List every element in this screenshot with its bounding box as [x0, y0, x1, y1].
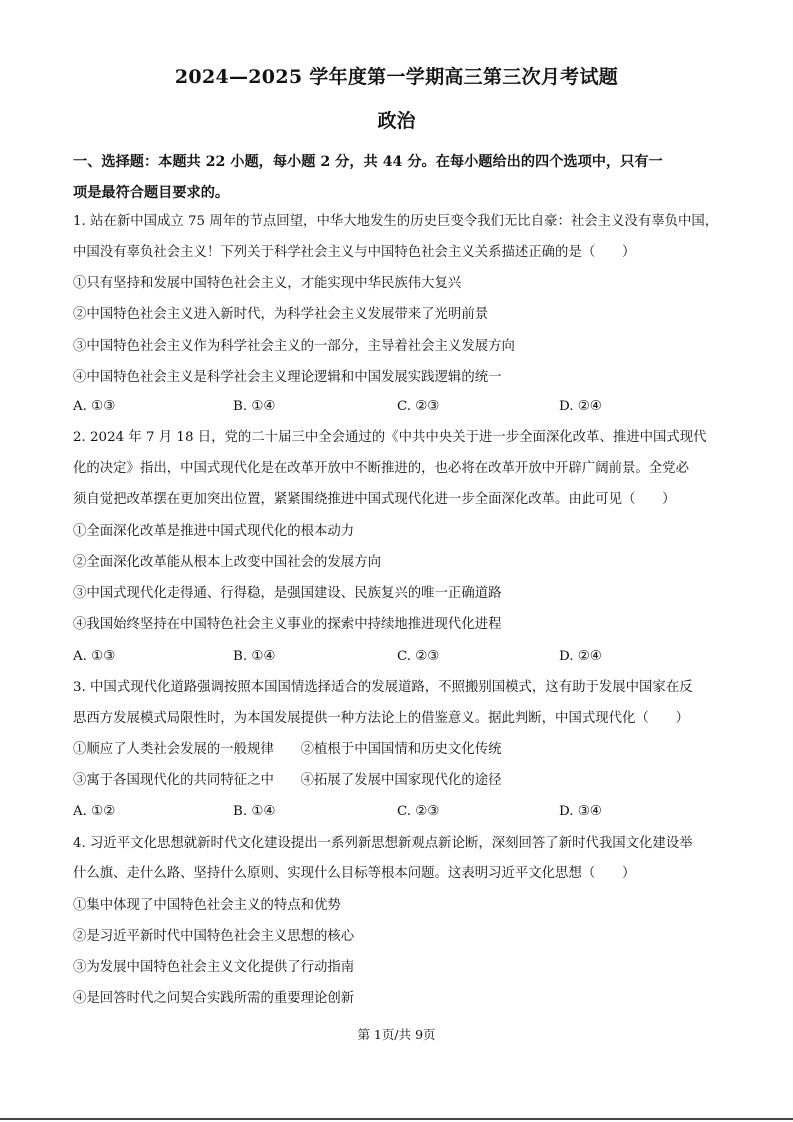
question-statement: ④是回答时代之问契合实践所需的重要理论创新	[73, 991, 355, 1006]
question-statement: ③为发展中国特色社会主义文化提供了行动指南	[73, 960, 355, 975]
question-stem: 2. 2024 年 7 月 18 日，党的二十届三中全会通过的《中共中央关于进一步全面深化改革、推进中国式现代	[73, 430, 707, 445]
answer-option: C. ②③	[397, 649, 440, 664]
question-statement: ①全面深化改革是推进中国式现代化的根本动力	[73, 524, 355, 539]
question-statement: ②是习近平新时代中国特色社会主义思想的核心	[73, 929, 355, 944]
answer-option: D. ②④	[559, 399, 602, 414]
answer-option: A. ①②	[73, 804, 116, 819]
question-stem: 须自觉把改革摆在更加突出位置，紧紧围绕推进中国式现代化进一步全面深化改革。由此可见（ ）	[73, 492, 676, 507]
question-statement: ④中国特色社会主义是科学社会主义理论逻辑和中国发展实践逻辑的统一	[73, 370, 502, 385]
question-statement: ①集中体现了中国特色社会主义的特点和优势	[73, 898, 341, 913]
answer-option: D. ③④	[559, 804, 602, 819]
answer-option: A. ①③	[73, 399, 116, 414]
answer-option: D. ②④	[559, 649, 602, 664]
answer-option: C. ②③	[397, 804, 440, 819]
question-statement: ①只有坚持和发展中国特色社会主义，才能实现中华民族伟大复兴	[73, 276, 462, 291]
question-stem: 思西方发展模式局限性时，为本国发展提供一种方法论上的借鉴意义。据此判断，中国式现代化（ ）	[73, 711, 689, 726]
answer-option: B. ①④	[233, 804, 276, 819]
section-instructions: 一、选择题：本题共 22 小题，每小题 2 分，共 44 分。在每小题给出的四个选项中，只有一	[73, 154, 663, 170]
answer-option: C. ②③	[397, 399, 440, 414]
question-stem: 4. 习近平文化思想就新时代文化建设提出一系列新思想新观点新论断，深刻回答了新时代我国文化建设举	[73, 836, 693, 851]
exam-title: 2024—2025 学年度第一学期高三第三次月考试题	[174, 66, 619, 88]
question-statement: ③中国式现代化走得通、行得稳，是强国建设、民族复兴的唯一正确道路	[73, 586, 502, 601]
question-statement: ②全面深化改革能从根本上改变中国社会的发展方向	[73, 555, 381, 570]
question-statement: ②中国特色社会主义进入新时代，为科学社会主义发展带来了光明前景	[73, 307, 489, 322]
answer-option: A. ①③	[73, 649, 116, 664]
question-statement: ①顺应了人类社会发展的一般规律 ②植根于中国国情和历史文化传统	[73, 742, 502, 757]
question-statement: ③中国特色社会主义作为科学社会主义的一部分，主导着社会主义发展方向	[73, 339, 515, 354]
question-stem: 3. 中国式现代化道路强调按照本国国情选择适合的发展道路，不照搬别国模式，这有助于发展中国家在反	[73, 680, 693, 695]
question-stem: 中国没有辜负社会主义！下列关于科学社会主义与中国特色社会主义关系描述正确的是（ ）	[73, 245, 636, 260]
page-number: 第 1页/共 9页	[357, 1027, 436, 1042]
question-statement: ③寓于各国现代化的共同特征之中 ④拓展了发展中国家现代化的途径	[73, 773, 502, 788]
question-statement: ④我国始终坚持在中国特色社会主义事业的探索中持续地推进现代化进程	[73, 617, 502, 632]
question-stem: 化的决定》指出，中国式现代化是在改革开放中不断推进的，也必将在改革开放中开辟广阔前景。全党必	[73, 461, 689, 476]
question-stem: 1. 站在新中国成立 75 周年的节点回望，中华大地发生的历史巨变令我们无比自豪：社会主义没有辜负中国，	[73, 214, 719, 229]
bottom-divider	[0, 1118, 793, 1120]
answer-option: B. ①④	[233, 649, 276, 664]
section-instructions: 项是最符合题目要求的。	[73, 185, 230, 201]
answer-option: B. ①④	[233, 399, 276, 414]
question-stem: 什么旗、走什么路、坚持什么原则、实现什么目标等根本问题。这表明习近平文化思想（ ）	[73, 866, 636, 881]
subject-title: 政治	[377, 110, 416, 132]
